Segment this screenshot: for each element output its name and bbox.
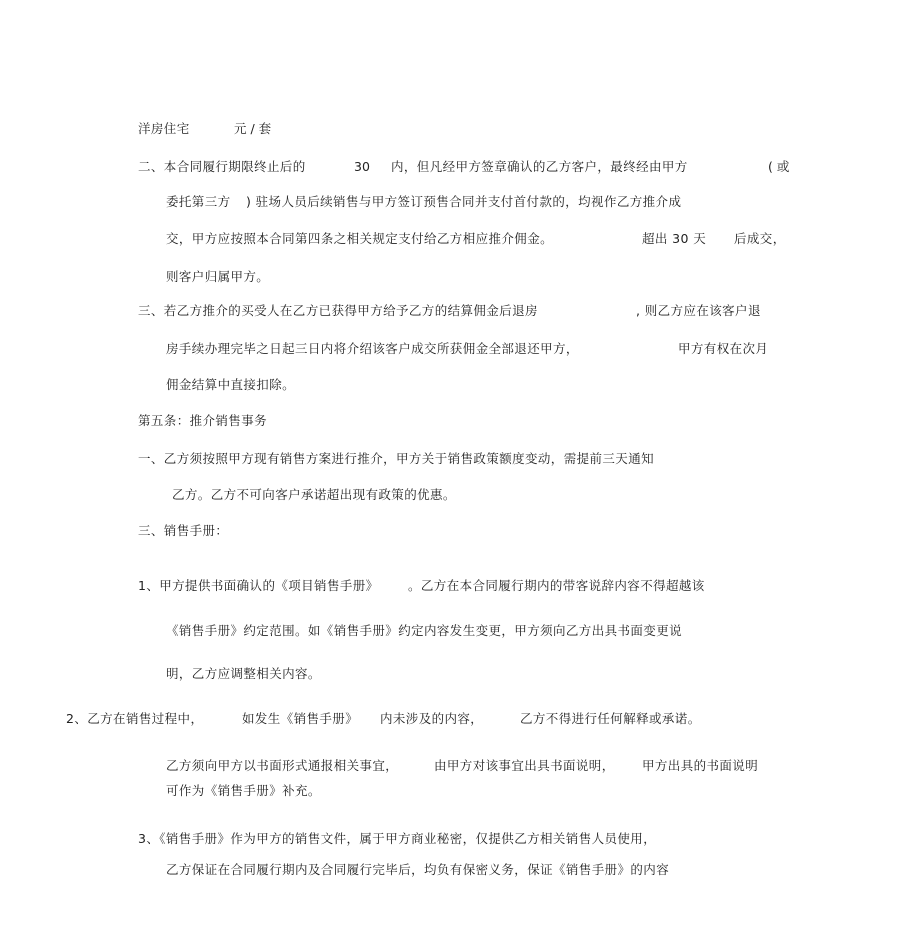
text-line-2-seg-1: ) 驻场人员后续销售与甲方签订预售合同并支付首付款的，均视作乙方推介成 [246, 194, 682, 209]
text-line-4-seg-0: 则客户归属甲方。 [166, 269, 270, 284]
text-line-15-seg-3: 乙方不得进行任何解释或承诺。 [520, 711, 701, 726]
text-line-3-seg-0: 交，甲方应按照本合同第四条之相关规定支付给乙方相应推介佣金。 [166, 231, 554, 246]
text-line-6-seg-1: 甲方有权在次月 [678, 341, 769, 356]
text-line-15-seg-2: 内未涉及的内容， [380, 711, 484, 726]
text-line-12-seg-0: 1、甲方提供书面确认的《项目销售手册》 [138, 578, 379, 593]
text-line-1-seg-0: 二、本合同履行期限终止后的 [138, 159, 306, 174]
text-line-17-seg-0: 可作为《销售手册》补充。 [166, 783, 321, 798]
text-line-3-seg-1: 超出 30 天 [642, 231, 707, 246]
text-line-12-seg-1: 。乙方在本合同履行期内的带客说辞内容不得超越该 [408, 578, 705, 593]
text-line-2-seg-0: 委托第三方 [166, 194, 231, 209]
section-heading: 第五条：推介销售事务 [138, 413, 268, 428]
text-line-18-seg-0: 3、《销售手册》作为甲方的销售文件，属于甲方商业秘密，仅提供乙方相关销售人员使用， [138, 831, 657, 846]
text-line-6-seg-0: 房手续办理完毕之日起三日内将介绍该客户成交所获佣金全部退还甲方， [166, 341, 579, 356]
text-line-5-seg-0: 三、若乙方推介的买受人在乙方已获得甲方给予乙方的结算佣金后退房 [138, 303, 538, 318]
text-line-3-seg-2: 后成交， [734, 231, 786, 246]
subsection-heading: 三、销售手册： [138, 523, 229, 538]
text-line-7-seg-0: 佣金结算中直接扣除。 [166, 377, 296, 392]
text-line-13-seg-0: 《销售手册》约定范围。如《销售手册》约定内容发生变更，甲方须向乙方出具书面变更说 [166, 623, 683, 638]
text-line-9-seg-0: 一、乙方须按照甲方现有销售方案进行推介，甲方关于销售政策额度变动，需提前三天通知 [138, 451, 655, 466]
text-line-0-seg-0: 洋房住宅 [138, 121, 190, 136]
text-line-1-seg-3: ( 或 [768, 159, 790, 174]
text-line-0-seg-1: 元 / 套 [234, 121, 272, 136]
text-line-1-seg-1: 30 [354, 159, 370, 174]
text-line-16-seg-2: 甲方出具的书面说明 [642, 758, 759, 773]
text-line-5-seg-1: , 则乙方应在该客户退 [636, 303, 761, 318]
text-line-1-seg-2: 内，但凡经甲方签章确认的乙方客户，最终经由甲方 [391, 159, 688, 174]
text-line-15-seg-0: 2、乙方在销售过程中， [66, 711, 204, 726]
text-line-19-seg-0: 乙方保证在合同履行期内及合同履行完毕后，均负有保密义务，保证《销售手册》的内容 [166, 862, 670, 877]
text-line-16-seg-1: 由甲方对该事宜出具书面说明， [434, 758, 615, 773]
text-line-15-seg-1: 如发生《销售手册》 [242, 711, 359, 726]
text-line-16-seg-0: 乙方须向甲方以书面形式通报相关事宜， [166, 758, 399, 773]
text-line-14-seg-0: 明，乙方应调整相关内容。 [166, 666, 321, 681]
text-line-10-seg-0: 乙方。乙方不可向客户承诺超出现有政策的优惠。 [172, 487, 456, 502]
